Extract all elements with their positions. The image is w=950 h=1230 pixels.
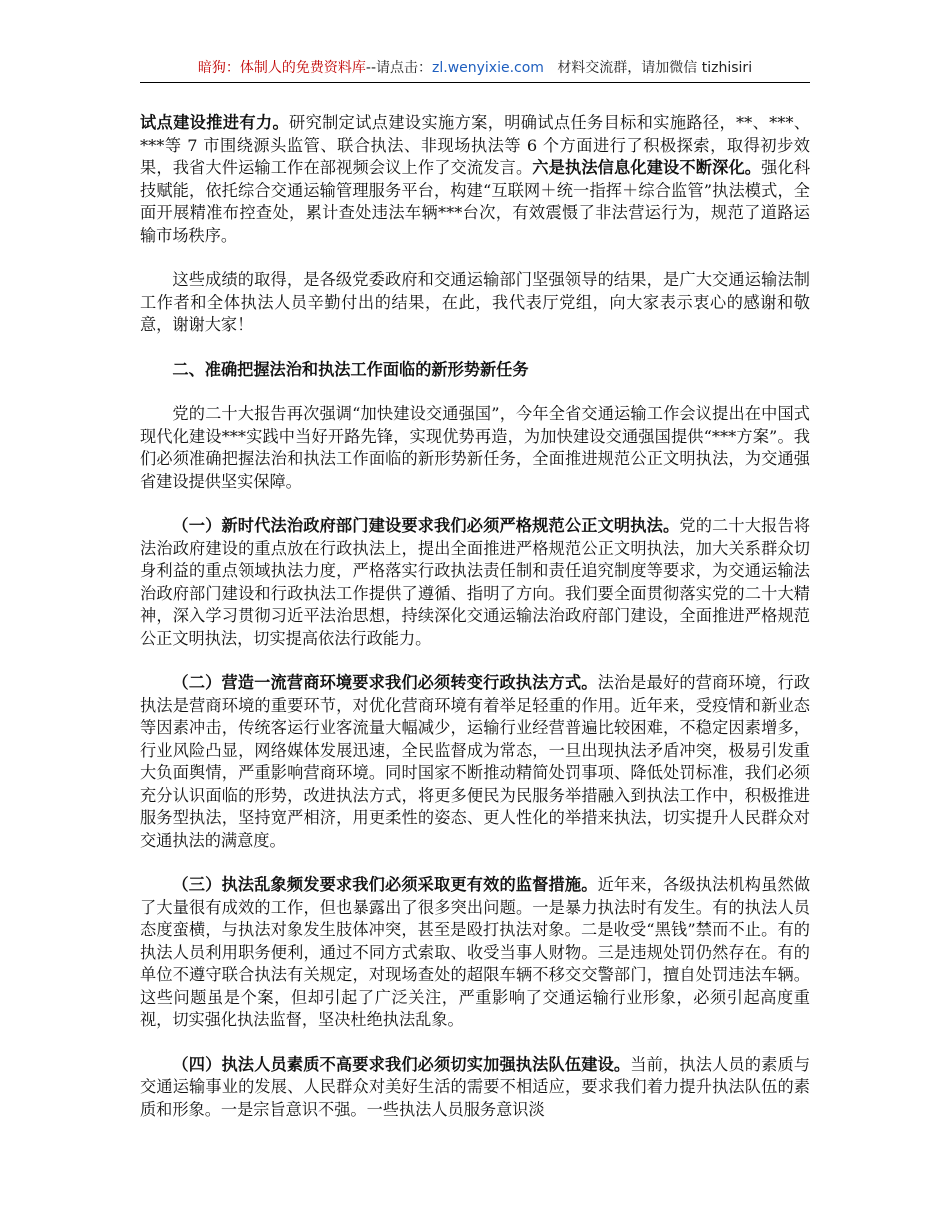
paragraph-7-lead: （四）执法人员素质不高要求我们必须切实加强执法队伍建设。: [172, 1054, 631, 1074]
paragraph-1-lead-2: 六是执法信息化建设不断深化。: [532, 158, 762, 177]
paragraph-5-lead: （二）营造一流营商环境要求我们必须转变行政执法方式。: [172, 673, 598, 692]
section-heading-2: 二、准确把握法治和执法工作面临的新形势新任务: [172, 359, 529, 379]
paragraph-5-text: 法治是最好的营商环境，行政执法是营商环境的重要环节，对优化营商环境有着举足轻重的作用。近年来，受疫情和新业态等因素冲击，传统客运行业客流量大幅减少，运输行业经营普遍比较困难，不稳定因素增多，行业风险凸显，网络媒体发展迅速，全民监督成为常态，一旦出现执法矛盾冲突，极易引发重大负面舆情，严重影响营商环境。同时国家不断推动精简处罚事项、降低处罚标准，我们必须充分认识面临的形势，改进执法方式，将更多便民为民服务举措融入到执法工作中，积极推进服务型执法，坚持宽严相济，用更柔性的姿态、更人性化的举措来执法，切实提升人民群众对交通执法的满意度。: [140, 673, 811, 850]
paragraph-5: [140, 672, 810, 852]
paragraph-1-text: 研究制定试点建设实施方案，明确试点任务目标和实施路径，**、***、***等 7 市围绕源头监管、联合执法、非现场执法等 6 个方面进行了积极探索，取得初步效果，我省大件运输工作在部视频会议上作了交流发言。: [140, 113, 811, 177]
paragraph-3: 党的二十大报告再次强调“加快建设交通强国”，今年全省交通运输工作会议提出在中国式现代化建设***实践中当好开路先锋，实现优势再造，为加快建设交通强国提供“***方案”。我们必须准确把握法治和执法工作面临的新形势新任务，全面推进规范公正文明执法，为交通强省建设提供坚实保障。: [140, 404, 810, 491]
paragraph-6-lead: （三）执法乱象频发要求我们必须采取更有效的监督措施。: [172, 875, 598, 894]
paragraph-4: [140, 515, 810, 650]
paragraph-7-text: 当前，执法人员的素质与交通运输事业的发展、人民群众对美好生活的需要不相适应，要求我们着力提升执法队伍的素质和形象。一是宗旨意识不强。一些执法人员服务意识淡: [140, 1054, 811, 1119]
paragraph-4-text: 党的二十大报告将法治政府建设的重点放在行政执法上，提出全面推进严格规范公正文明执法，加大关系群众切身利益的重点领域执法力度，严格落实行政执法责任制和责任追究制度等要求，为交通运输法治政府部门建设和行政执法工作提供了遵循、指明了方向。我们要全面贯彻落实党的二十大精神，深入学习贯彻习近平法治思想，持续深化交通运输法治政府部门建设，全面推进严格规范公正文明执法，切实提高依法行政能力。: [140, 516, 811, 648]
paragraph-1: [140, 112, 810, 247]
paragraph-4-lead: （一）新时代法治政府部门建设要求我们必须严格规范公正文明执法。: [172, 516, 680, 535]
paragraph-6-text: 近年来，各级执法机构虽然做了大量很有成效的工作，但也暴露出了很多突出问题。一是暴力执法时有发生。有的执法人员态度蛮横，与执法对象发生肢体冲突，甚至是殴打执法对象。二是收受“黑钱”禁而不止。有的执法人员利用职务便利，通过不同方式索取、收受当事人财物。三是违规处罚仍然存在。有的单位不遵守联合执法有关规定，对现场查处的超限车辆不移交交警部门，擅自处罚违法车辆。这些问题虽是个案，但却引起了广泛关注，严重影响了交通运输行业形象，必须引起高度重视，切实强化执法监督，坚决杜绝执法乱象。: [140, 875, 811, 1029]
document-body: [140, 112, 810, 1143]
paragraph-7: [140, 1054, 810, 1122]
paragraph-1-lead: 试点建设推进有力。: [140, 113, 290, 132]
paragraph-1-text-2: 强化科技赋能，依托综合交通运输管理服务平台，构建“互联网＋统一指挥＋综合监管”执法模式，全面开展精准布控查处，累计查处违法车辆***台次，有效震慑了非法营运行为，规范了道路运输市场秩序。: [140, 158, 811, 245]
header-url-link[interactable]: zl.wenyixie.com: [432, 60, 544, 76]
paragraph-2: 这些成绩的取得，是各级党委政府和交通运输部门坚强领导的结果，是广大交通运输法制工作者和全体执法人员辛勤付出的结果，在此，我代表厅党组，向大家表示衷心的感谢和敬意，谢谢大家！: [140, 270, 810, 334]
header-divider: [140, 82, 810, 83]
header-click-prompt: --请点击：: [365, 60, 432, 76]
page-header: [140, 56, 810, 80]
header-site-name: 暗狗：体制人的免费资料库: [197, 60, 366, 76]
header-group-note: 材料交流群，请加微信 tizhisiri: [557, 60, 753, 76]
paragraph-6: [140, 874, 810, 1032]
